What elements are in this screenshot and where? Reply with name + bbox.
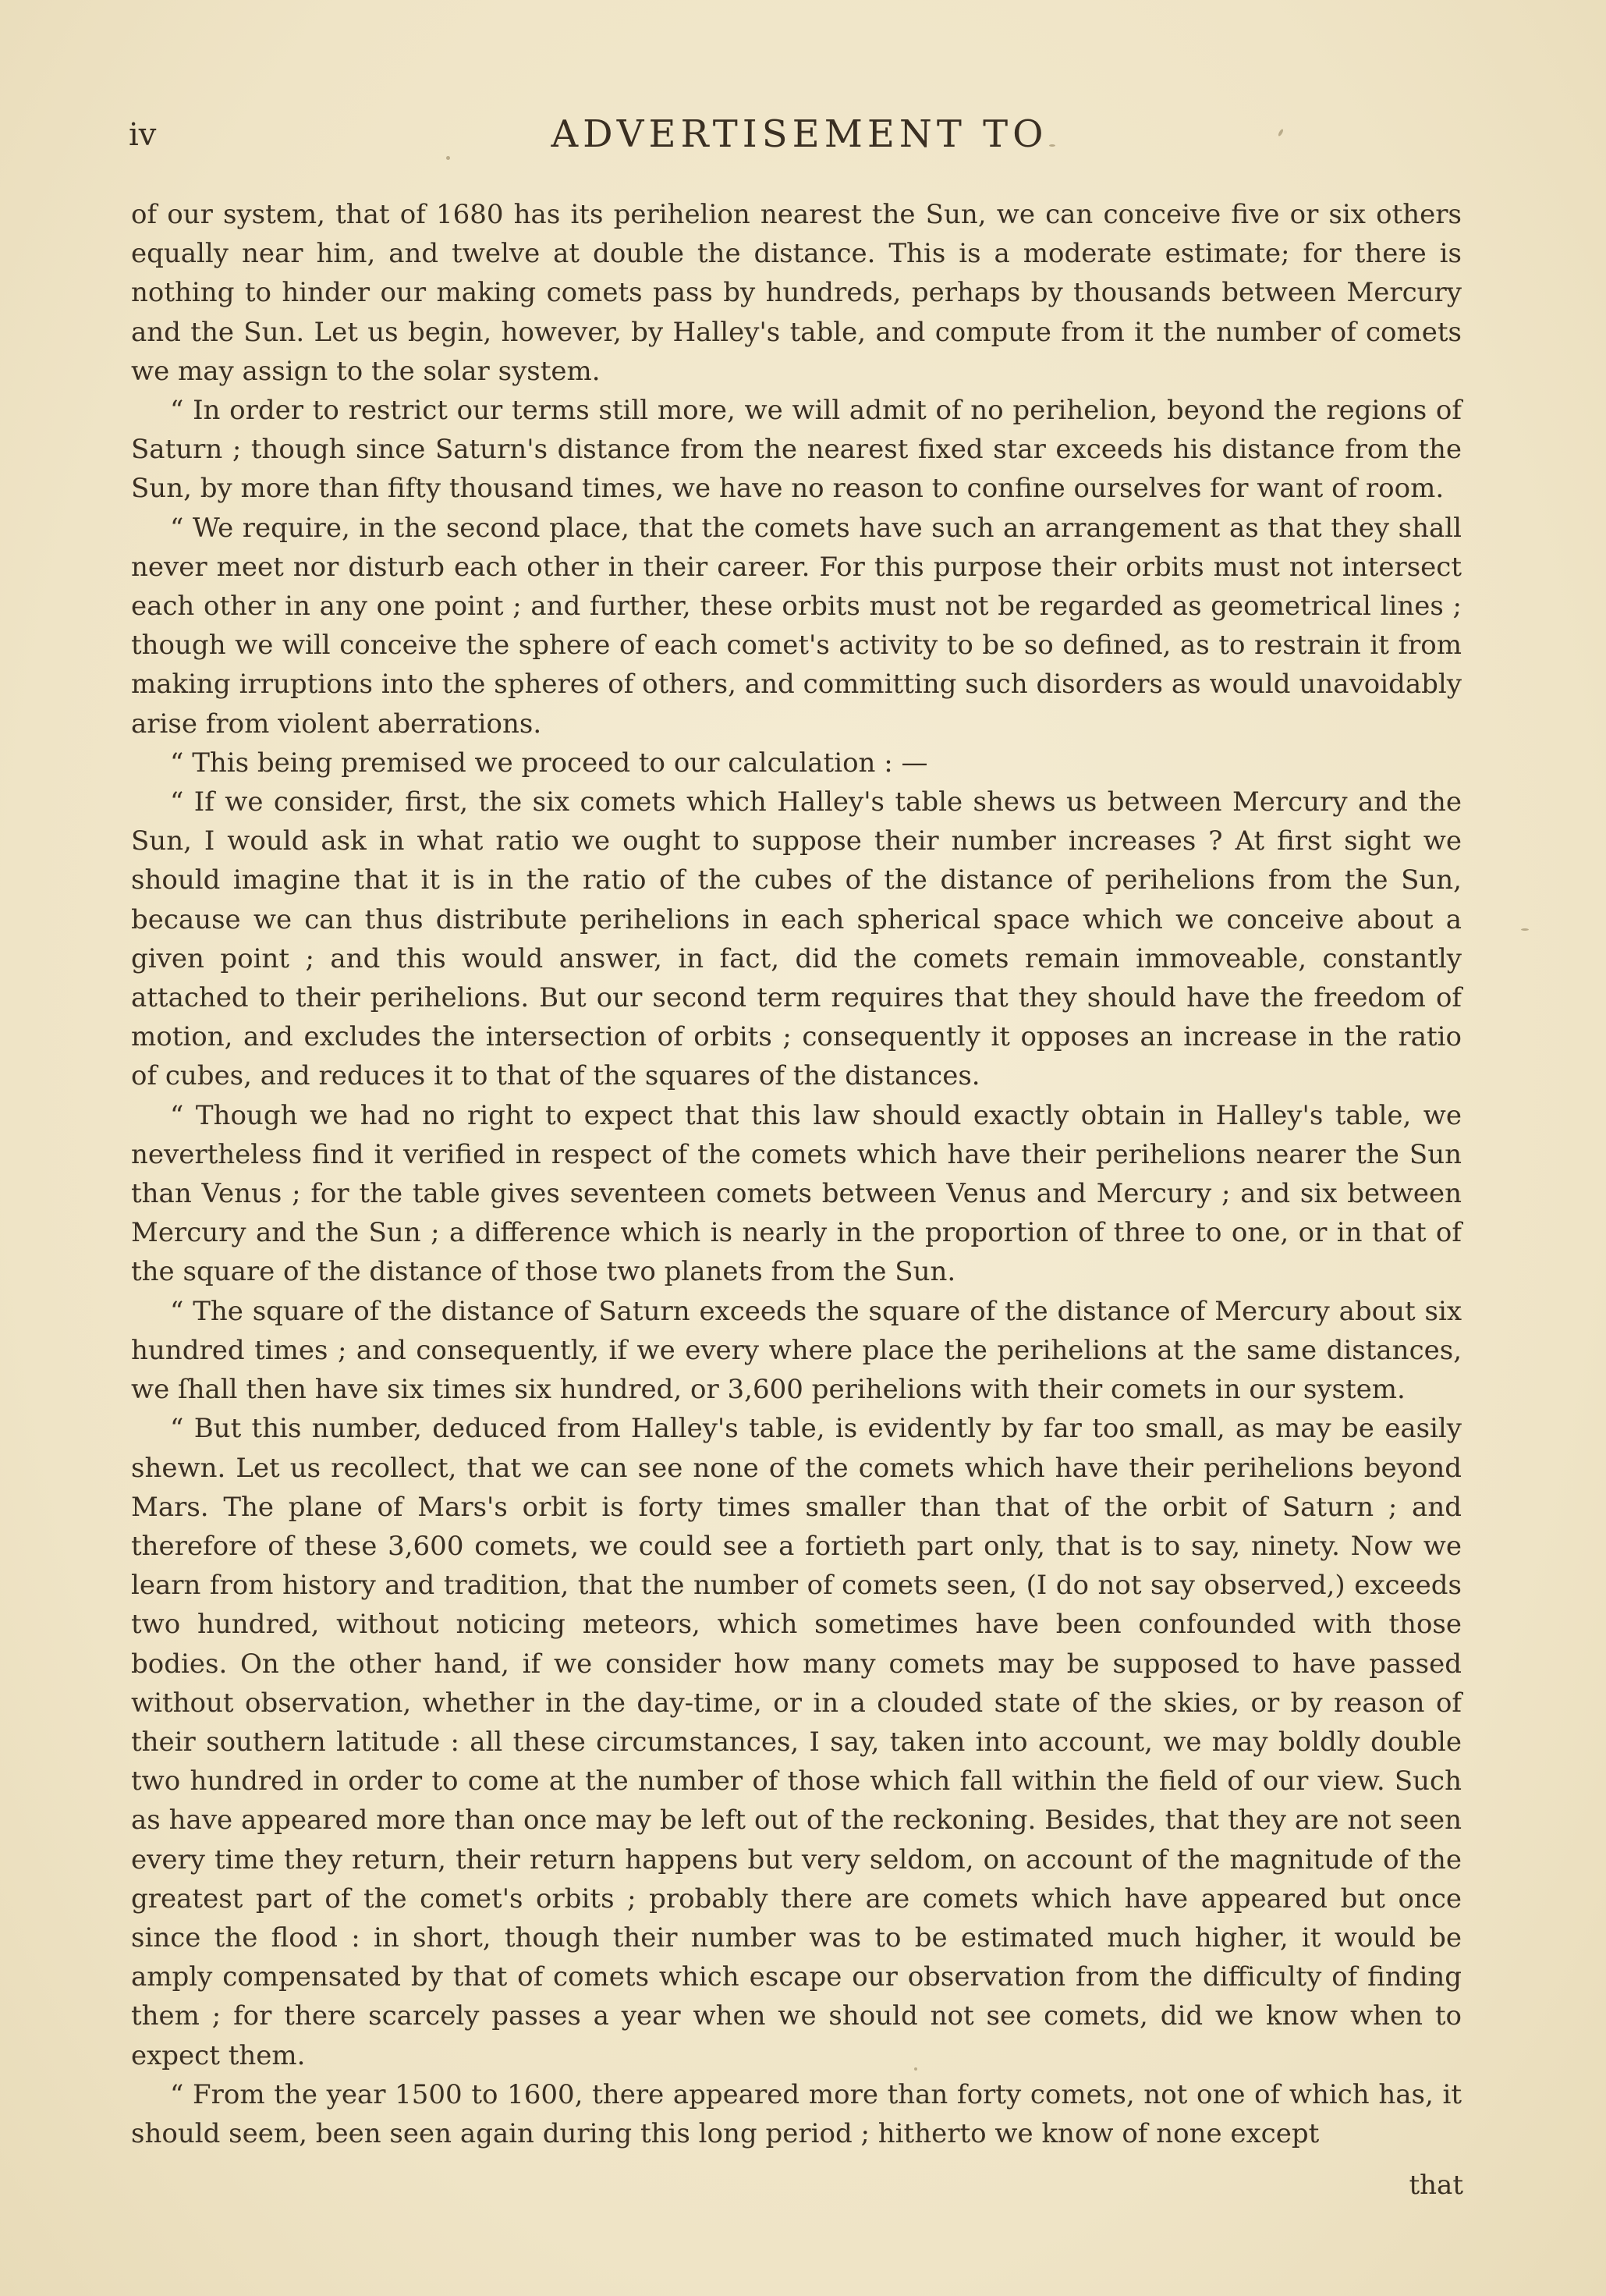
paragraph: “ Though we had no right to expect that this law should exactly obtain in Halley's table, we nevertheless find it verified in respect of the comets which have their perihelions nearer the Sun than Venus ; for the table gives seventeen comets between Venus and Mercury ; and six between Mercury and the Sun ; a difference which is nearly in the proportion of three to one, or in that of the square of the distance of those two planets from the Sun.: [131, 1099, 1462, 1288]
running-head: ADVERTISEMENT TO: [551, 112, 1048, 156]
paragraph: “ From the year 1500 to 1600, there appeared more than forty comets, not one of which has, it should seem, been seen again during this long period ; hitherto we know of none except: [131, 2078, 1462, 2149]
catchword: that: [1409, 2170, 1463, 2201]
page-header: [129, 109, 1470, 164]
paragraph: of our system, that of 1680 has its perihelion nearest the Sun, we can conceive five or six others equally near him, and twelve at double the distance. This is a moderate estimate; for there is nothing to hinder our making comets pass by hundreds, perhaps by thousands between Mercury and the Sun. Let us begin, however, by Halley's table, and compute from it the number of comets we may assign to the solar system.: [131, 199, 1462, 387]
paper-speck: [1049, 144, 1055, 147]
paragraph: “ But this number, deduced from Halley's table, is evidently by far too small, as may be easily shewn. Let us recollect, that we can see none of the comets which have their perihelions beyond Mars. The plane of Mars's orbit is forty times smaller than that of the orbit of Saturn ; and therefore of these 3,600 comets, we could see a fortieth part only, that is to say, ninety. Now we learn from history and tradition, that the number of comets seen, (I do not say observed,) exceeds two hundred, without noticing meteors, which sometimes have been confounded with those bodies. On the other hand, if we consider how many comets may be supposed to have passed without observation, whether in the day-time, or in a clouded state of the skies, or by reason of their southern latitude : all these circumstances, I say, taken into account, we may boldly double two hundred in order to come at the number of those which fall within the field of our view. Such as have appeared more than once may be left out of the reckoning. Besides, that they are not seen every time they return, their return happens but very seldom, on account of the magnitude of the greatest part of the comet's orbits ; probably there are comets which have appeared but once since the flood : in short, though their number was to be estimated much higher, it would be amply compensated by that of comets which escape our observation from the difficulty of finding them ; for there scarcely passes a year when we should not see comets, did we know when to expect them.: [131, 1413, 1462, 2071]
body-text: [131, 195, 1462, 2153]
paragraph: “ In order to restrict our terms still more, we will admit of no perihelion, beyond the regions of Saturn ; though since Saturn's distance from the nearest fixed star exceeds his distance from the Sun, by more than fifty thousand times, we have no reason to confine ourselves for want of room.: [131, 395, 1462, 505]
paragraph: “ This being premised we proceed to our calculation : —: [170, 747, 928, 779]
page-number: iv: [129, 117, 157, 153]
paper-speck: [1521, 928, 1529, 931]
paragraph: “ The square of the distance of Saturn exceeds the square of the distance of Mercury about six hundred times ; and consequently, if we every where place the perihelions at the same distances, we ſhall then have six times six hundred, or 3,600 perihelions with their comets in our system.: [131, 1295, 1462, 1406]
paper-speck: [914, 2067, 917, 2071]
paragraph: “ If we consider, first, the six comets which Halley's table shews us between Mercury and the Sun, I would ask in what ratio we ought to suppose their number increases ? At first sight we should imagine that it is in the ratio of the cubes of the distance of perihelions from the Sun, because we can thus distribute perihelions in each spherical space which we conceive about a given point ; and this would answer, in fact, did the comets remain immoveable, constantly attached to their perihelions. But our second term requires that they should have the freedom of motion, and excludes the intersection of orbits ; consequently it opposes an increase in the ratio of cubes, and reduces it to that of the squares of the distances.: [131, 786, 1462, 1092]
paragraph: “ We require, in the second place, that the comets have such an arrangement as that they shall never meet nor disturb each other in their career. For this purpose their orbits must not intersect each other in any one point ; and further, these orbits must not be regarded as geometrical lines ; though we will conceive the sphere of each comet's activity to be so defined, as to restrain it from making irruptions into the spheres of others, and committing such disorders as would unavoidably arise from violent aberrations.: [131, 512, 1462, 740]
paper-speck: [446, 156, 450, 160]
